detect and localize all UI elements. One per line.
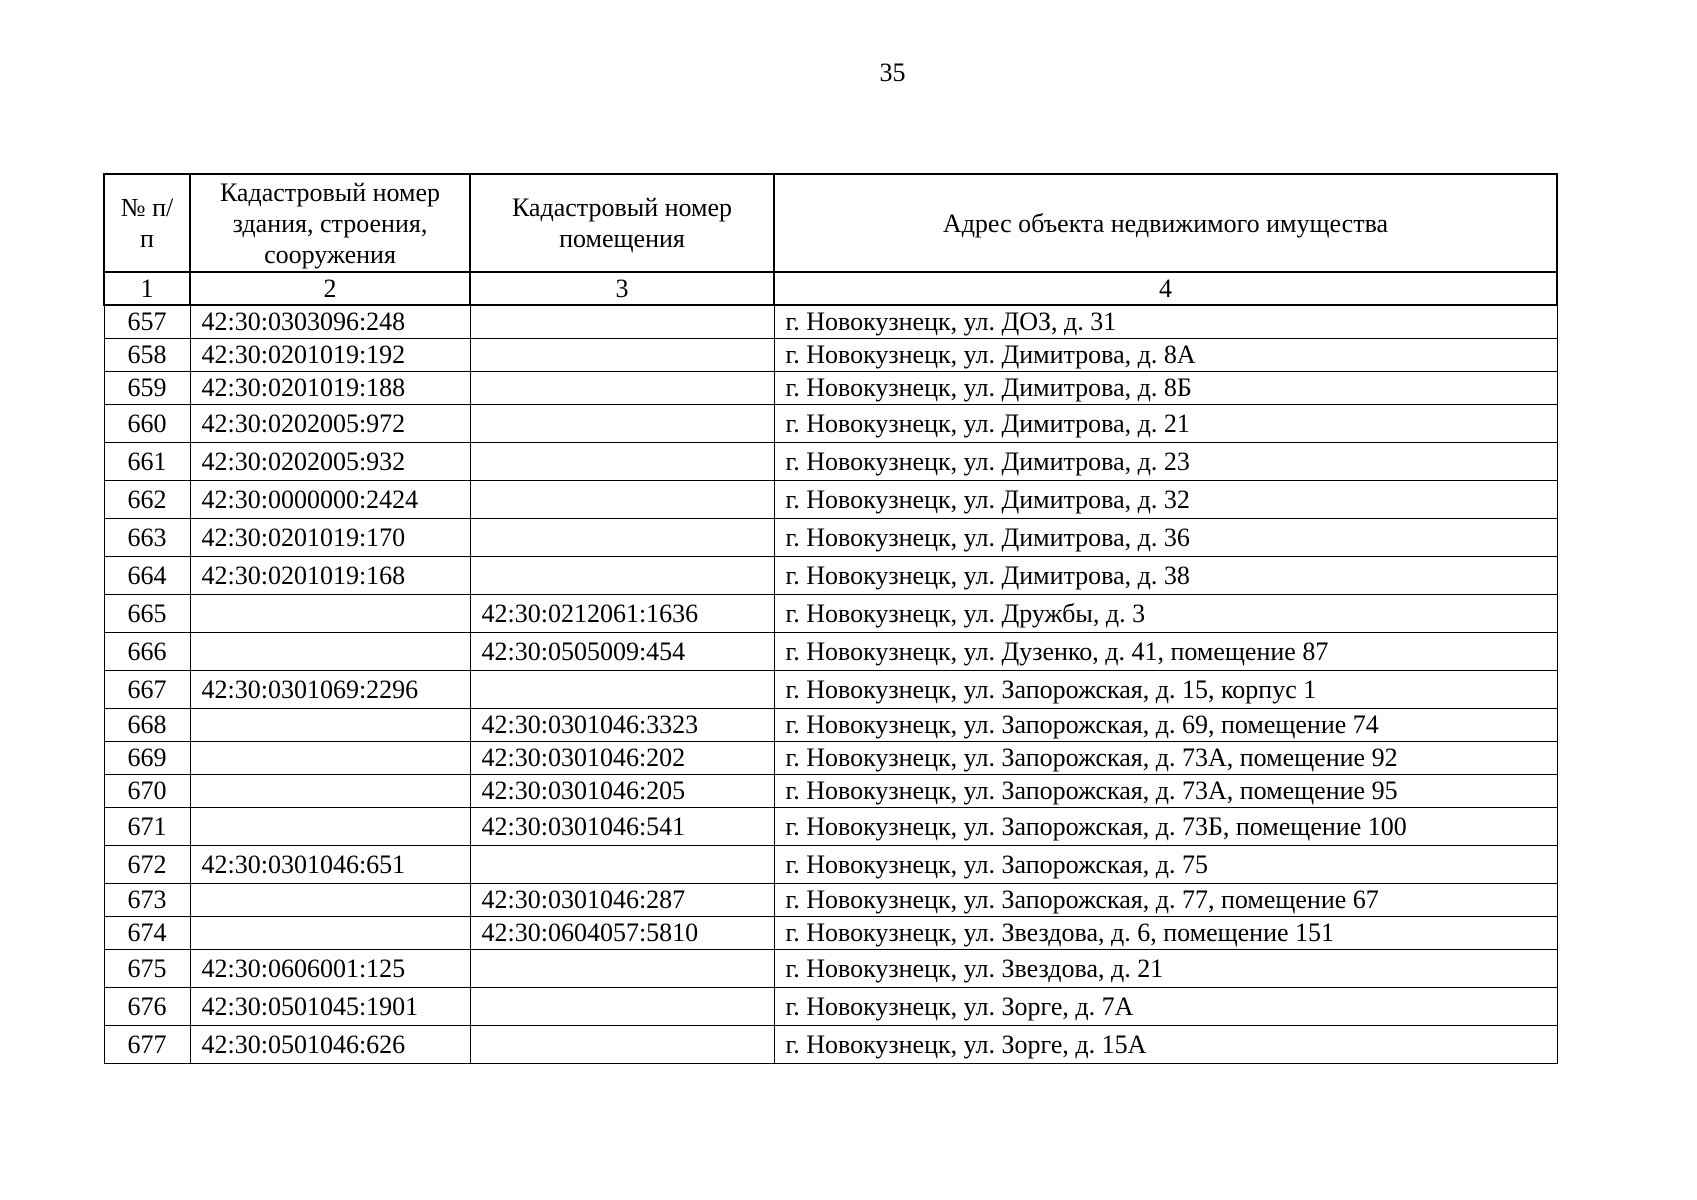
room-cadastral-cell <box>470 405 774 443</box>
column-header-room-cadastral: Кадастровый номер помещения <box>470 174 774 272</box>
row-number-cell: 675 <box>104 950 190 988</box>
address-cell: г. Новокузнецк, ул. Дружбы, д. 3 <box>774 595 1557 633</box>
table-row <box>104 481 1557 519</box>
building-cadastral-cell <box>190 742 470 775</box>
table-row <box>104 405 1557 443</box>
room-cadastral-cell: 42:30:0301046:541 <box>470 808 774 846</box>
room-cadastral-cell: 42:30:0301046:202 <box>470 742 774 775</box>
table-row <box>104 884 1557 917</box>
building-cadastral-cell: 42:30:0501045:1901 <box>190 988 470 1026</box>
room-cadastral-cell <box>470 671 774 709</box>
room-cadastral-cell: 42:30:0604057:5810 <box>470 917 774 950</box>
room-cadastral-cell <box>470 443 774 481</box>
table-row <box>104 742 1557 775</box>
table-row <box>104 671 1557 709</box>
table-row <box>104 917 1557 950</box>
room-cadastral-cell <box>470 557 774 595</box>
address-cell: г. Новокузнецк, ул. Дузенко, д. 41, помещение 87 <box>774 633 1557 671</box>
row-number-cell: 673 <box>104 884 190 917</box>
room-cadastral-cell: 42:30:0301046:287 <box>470 884 774 917</box>
page-number: 35 <box>879 58 906 87</box>
table-row <box>104 846 1557 884</box>
room-cadastral-cell <box>470 372 774 405</box>
address-cell: г. Новокузнецк, ул. Димитрова, д. 8А <box>774 339 1557 372</box>
column-header-address: Адрес объекта недвижимого имущества <box>774 174 1557 272</box>
address-cell: г. Новокузнецк, ул. Запорожская, д. 73Б, помещение 100 <box>774 808 1557 846</box>
row-number-cell: 666 <box>104 633 190 671</box>
row-number-cell: 663 <box>104 519 190 557</box>
row-number-cell: 657 <box>104 305 190 339</box>
address-cell: г. Новокузнецк, ул. Димитрова, д. 21 <box>774 405 1557 443</box>
address-cell: г. Новокузнецк, ул. Димитрова, д. 32 <box>774 481 1557 519</box>
table-row <box>104 808 1557 846</box>
table-row <box>104 1026 1557 1064</box>
address-cell: г. Новокузнецк, ул. Запорожская, д. 73А, помещение 95 <box>774 775 1557 808</box>
address-cell: г. Новокузнецк, ул. Звездова, д. 21 <box>774 950 1557 988</box>
column-header-building-cadastral: Кадастровый номер здания, строения, сооружения <box>190 174 470 272</box>
room-cadastral-cell: 42:30:0301046:3323 <box>470 709 774 742</box>
address-cell: г. Новокузнецк, ул. Зорге, д. 7А <box>774 988 1557 1026</box>
column-index: 3 <box>470 272 774 305</box>
building-cadastral-cell <box>190 709 470 742</box>
column-header-number: № п/п <box>104 174 190 272</box>
room-cadastral-cell <box>470 339 774 372</box>
address-cell: г. Новокузнецк, ул. ДОЗ, д. 31 <box>774 305 1557 339</box>
building-cadastral-cell: 42:30:0606001:125 <box>190 950 470 988</box>
address-cell: г. Новокузнецк, ул. Запорожская, д. 69, помещение 74 <box>774 709 1557 742</box>
building-cadastral-cell <box>190 917 470 950</box>
row-number-cell: 660 <box>104 405 190 443</box>
column-index-row <box>104 272 1557 305</box>
table-row <box>104 709 1557 742</box>
table-row <box>104 950 1557 988</box>
room-cadastral-cell <box>470 1026 774 1064</box>
address-cell: г. Новокузнецк, ул. Звездова, д. 6, помещение 151 <box>774 917 1557 950</box>
address-cell: г. Новокузнецк, ул. Запорожская, д. 15, корпус 1 <box>774 671 1557 709</box>
table-row <box>104 595 1557 633</box>
building-cadastral-cell: 42:30:0000000:2424 <box>190 481 470 519</box>
building-cadastral-cell: 42:30:0201019:170 <box>190 519 470 557</box>
building-cadastral-cell <box>190 808 470 846</box>
column-index: 1 <box>104 272 190 305</box>
column-index: 4 <box>774 272 1557 305</box>
row-number-cell: 667 <box>104 671 190 709</box>
building-cadastral-cell: 42:30:0301069:2296 <box>190 671 470 709</box>
table-row <box>104 988 1557 1026</box>
table-row <box>104 305 1557 339</box>
table-row <box>104 775 1557 808</box>
row-number-cell: 672 <box>104 846 190 884</box>
row-number-cell: 674 <box>104 917 190 950</box>
property-registry-table <box>103 173 1558 1064</box>
table-header-row <box>104 174 1557 272</box>
room-cadastral-cell <box>470 846 774 884</box>
building-cadastral-cell: 42:30:0201019:188 <box>190 372 470 405</box>
building-cadastral-cell: 42:30:0201019:192 <box>190 339 470 372</box>
room-cadastral-cell: 42:30:0212061:1636 <box>470 595 774 633</box>
table-row <box>104 633 1557 671</box>
table-row <box>104 339 1557 372</box>
building-cadastral-cell: 42:30:0201019:168 <box>190 557 470 595</box>
room-cadastral-cell <box>470 519 774 557</box>
address-cell: г. Новокузнецк, ул. Димитрова, д. 8Б <box>774 372 1557 405</box>
row-number-cell: 670 <box>104 775 190 808</box>
address-cell: г. Новокузнецк, ул. Димитрова, д. 36 <box>774 519 1557 557</box>
building-cadastral-cell <box>190 884 470 917</box>
address-cell: г. Новокузнецк, ул. Запорожская, д. 77, помещение 67 <box>774 884 1557 917</box>
row-number-cell: 677 <box>104 1026 190 1064</box>
building-cadastral-cell <box>190 633 470 671</box>
row-number-cell: 664 <box>104 557 190 595</box>
room-cadastral-cell <box>470 950 774 988</box>
room-cadastral-cell: 42:30:0301046:205 <box>470 775 774 808</box>
table-row <box>104 519 1557 557</box>
building-cadastral-cell <box>190 595 470 633</box>
address-cell: г. Новокузнецк, ул. Запорожская, д. 75 <box>774 846 1557 884</box>
row-number-cell: 669 <box>104 742 190 775</box>
room-cadastral-cell: 42:30:0505009:454 <box>470 633 774 671</box>
address-cell: г. Новокузнецк, ул. Зорге, д. 15А <box>774 1026 1557 1064</box>
room-cadastral-cell <box>470 988 774 1026</box>
building-cadastral-cell: 42:30:0202005:932 <box>190 443 470 481</box>
room-cadastral-cell <box>470 481 774 519</box>
table-row <box>104 372 1557 405</box>
address-cell: г. Новокузнецк, ул. Димитрова, д. 38 <box>774 557 1557 595</box>
row-number-cell: 661 <box>104 443 190 481</box>
building-cadastral-cell: 42:30:0501046:626 <box>190 1026 470 1064</box>
address-cell: г. Новокузнецк, ул. Димитрова, д. 23 <box>774 443 1557 481</box>
building-cadastral-cell: 42:30:0301046:651 <box>190 846 470 884</box>
building-cadastral-cell: 42:30:0303096:248 <box>190 305 470 339</box>
table-row <box>104 443 1557 481</box>
row-number-cell: 658 <box>104 339 190 372</box>
row-number-cell: 668 <box>104 709 190 742</box>
building-cadastral-cell <box>190 775 470 808</box>
row-number-cell: 671 <box>104 808 190 846</box>
row-number-cell: 659 <box>104 372 190 405</box>
room-cadastral-cell <box>470 305 774 339</box>
column-index: 2 <box>190 272 470 305</box>
row-number-cell: 676 <box>104 988 190 1026</box>
row-number-cell: 662 <box>104 481 190 519</box>
address-cell: г. Новокузнецк, ул. Запорожская, д. 73А, помещение 92 <box>774 742 1557 775</box>
building-cadastral-cell: 42:30:0202005:972 <box>190 405 470 443</box>
row-number-cell: 665 <box>104 595 190 633</box>
table-row <box>104 557 1557 595</box>
